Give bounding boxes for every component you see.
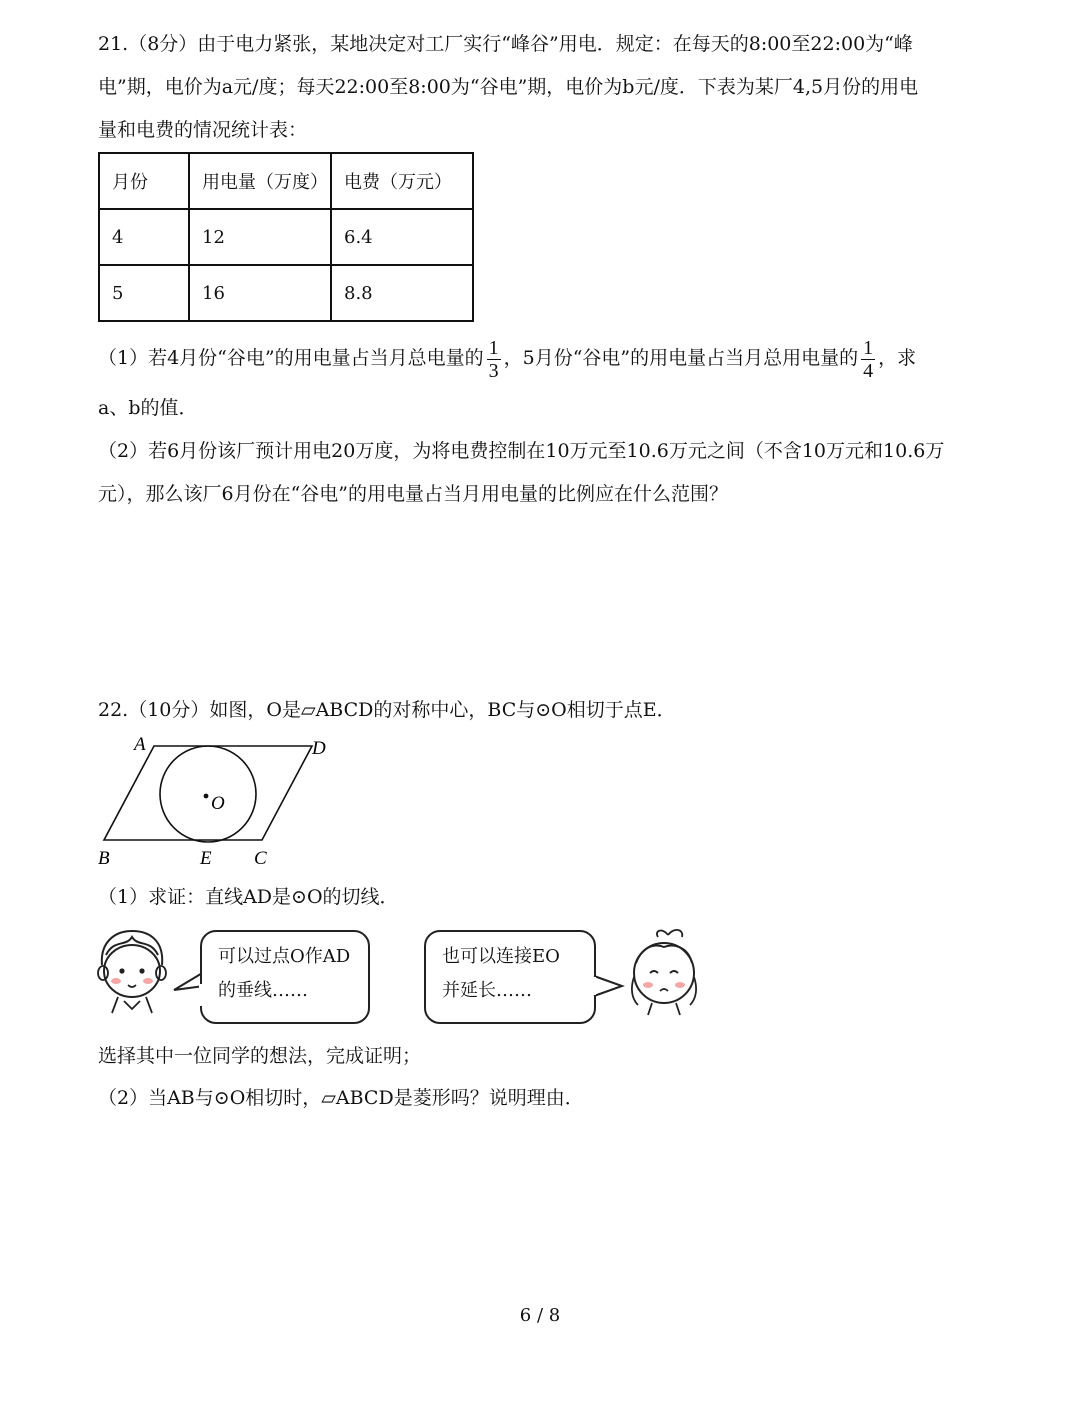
fraction-numerator: 1 xyxy=(488,336,499,359)
girl-icon xyxy=(624,925,704,1017)
table-cell: 12 xyxy=(189,209,331,265)
q21-part-2-line-1: （2）若6月份该厂预计用电20万度，为将电费控制在10万元至10.6万元之间（不含10万元和10.6万 xyxy=(98,440,945,462)
table-cell: 16 xyxy=(189,265,331,321)
label-a: A xyxy=(134,734,146,755)
q22-part-2: （2）当AB与⊙O相切时，▱ABCD是菱形吗？说明理由． xyxy=(98,1087,584,1109)
label-b: B xyxy=(98,848,110,869)
bubble-right-line-2: 并延长…… xyxy=(442,980,532,1001)
table-cell: 8.8 xyxy=(331,265,473,321)
bubble-left-line-1: 可以过点O作AD xyxy=(218,946,351,967)
circle-o xyxy=(160,746,256,842)
fraction-one-quarter xyxy=(861,337,875,382)
q21-line-2: 电”期，电价为a元/度；每天22:00至8:00为“谷电”期，电价为b元/度．下表为某厂4,5月份的用电 xyxy=(98,76,919,98)
q21-part-1-line-2: a、b的值． xyxy=(98,397,198,419)
parallelogram-figure xyxy=(92,730,342,875)
label-d: D xyxy=(312,738,326,759)
table-header-cell: 用电量（万度） xyxy=(189,153,331,209)
page-number: 6 / 8 xyxy=(519,1305,561,1326)
q22-part-1: （1）求证：直线AD是⊙O的切线． xyxy=(98,886,399,908)
boy-icon xyxy=(92,925,172,1015)
q21-part-1-text-a: （1）若4月份“谷电”的用电量占当月总电量的 xyxy=(98,347,484,369)
label-c: C xyxy=(254,848,267,869)
table-cell: 6.4 xyxy=(331,209,473,265)
label-o: O xyxy=(211,793,225,814)
bubble-right-tail xyxy=(592,960,626,1010)
table-row xyxy=(99,209,473,265)
bubble-right xyxy=(424,930,596,1024)
table-header-cell: 电费（万元） xyxy=(331,153,473,209)
q21-line-3: 量和电费的情况统计表： xyxy=(98,119,308,141)
label-e: E xyxy=(200,848,212,869)
table-cell: 5 xyxy=(99,265,189,321)
q21-part-1-text-b: ，5月份“谷电”的用电量占当月总用电量的 xyxy=(503,347,859,369)
fraction-one-third xyxy=(487,337,501,382)
table-cell: 4 xyxy=(99,209,189,265)
fraction-denominator: 3 xyxy=(488,359,499,382)
q21-part-2-line-2: 元），那么该厂6月份在“谷电”的用电量占当月用电量的比例应在什么范围？ xyxy=(98,483,729,505)
bubble-right-line-1: 也可以连接EO xyxy=(442,946,560,967)
bubble-left-tail-cover xyxy=(199,984,205,1006)
q22-line-1: 22.（10分）如图，O是▱ABCD的对称中心，BC与⊙O相切于点E． xyxy=(98,699,676,721)
table-header-row xyxy=(99,153,473,209)
bubble-left xyxy=(200,930,370,1024)
fraction-numerator: 1 xyxy=(863,336,874,359)
bubble-left-line-2: 的垂线…… xyxy=(218,980,308,1001)
usage-table xyxy=(98,152,474,322)
fraction-denominator: 4 xyxy=(863,359,874,382)
q21-part-1 xyxy=(98,333,916,383)
q21-part-1-text-c: ，求 xyxy=(878,347,917,369)
q22-choose-line: 选择其中一位同学的想法，完成证明； xyxy=(98,1045,422,1067)
parallelogram-abcd xyxy=(104,746,312,840)
center-point-o xyxy=(204,794,209,799)
table-row xyxy=(99,265,473,321)
q21-line-1: 21.（8分）由于电力紧张，某地决定对工厂实行“峰谷”用电．规定：在每天的8:00至22:00为“峰 xyxy=(98,33,913,55)
table-header-cell: 月份 xyxy=(99,153,189,209)
